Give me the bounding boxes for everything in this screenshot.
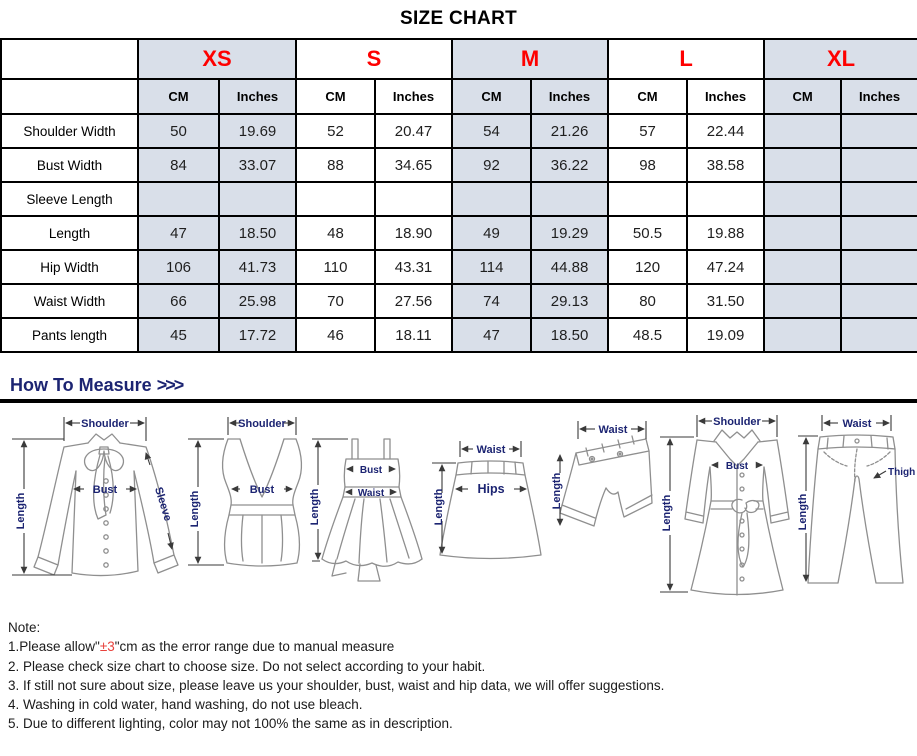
diagram-blouse <box>12 417 178 576</box>
value-cell <box>764 182 841 216</box>
value-cell: 25.98 <box>219 284 296 318</box>
unit-header-xl-cm: CM <box>764 79 841 114</box>
value-cell: 47 <box>452 318 531 352</box>
value-cell: 50.5 <box>608 216 687 250</box>
value-cell: 49 <box>452 216 531 250</box>
value-cell: 80 <box>608 284 687 318</box>
value-cell: 45 <box>138 318 219 352</box>
note-item-3: 3. If still not sure about size, please leave us your shoulder, bust, waist and hip data, we will offer suggestions. <box>8 677 665 693</box>
tank-shoulder-label: Shoulder <box>238 418 286 430</box>
value-cell: 47 <box>138 216 219 250</box>
value-cell <box>138 182 219 216</box>
unit-header-m-cm: CM <box>452 79 531 114</box>
unit-header-m-inches: Inches <box>531 79 608 114</box>
note-item-5: 5. Due to different lighting, color may not 100% the same as in description. <box>8 716 453 732</box>
value-cell: 120 <box>608 250 687 284</box>
pants-waist-label: Waist <box>842 418 872 430</box>
table-row <box>1 148 917 182</box>
unit-header-xs-inches: Inches <box>219 79 296 114</box>
shorts-waist-label: Waist <box>598 424 628 436</box>
diagram-dress <box>309 439 422 581</box>
value-cell <box>375 182 452 216</box>
row-label: Length <box>1 216 138 250</box>
size-header-m: M <box>452 39 608 79</box>
value-cell: 38.58 <box>687 148 764 182</box>
size-header-row <box>1 39 917 79</box>
table-row <box>1 114 917 148</box>
value-cell <box>841 284 917 318</box>
value-cell <box>841 182 917 216</box>
table-row <box>1 216 917 250</box>
chevrons-icon: >>> <box>156 375 183 395</box>
value-cell: 114 <box>452 250 531 284</box>
corner-cell-bottom <box>1 79 138 114</box>
notes-section <box>8 618 917 734</box>
blouse-bust-label: Bust <box>92 484 118 496</box>
table-row <box>1 250 917 284</box>
value-cell: 19.09 <box>687 318 764 352</box>
unit-header-row <box>1 79 917 114</box>
value-cell: 33.07 <box>219 148 296 182</box>
note1-tolerance-value: ±3 <box>99 639 115 655</box>
diagram-shorts <box>551 421 652 526</box>
coat-shoulder-label: Shoulder <box>713 416 761 428</box>
row-label: Hip Width <box>1 250 138 284</box>
value-cell <box>841 148 917 182</box>
value-cell: 18.50 <box>219 216 296 250</box>
value-cell: 19.29 <box>531 216 608 250</box>
note-item-2: 2. Please check size chart to choose size. Do not select according to your habit. <box>8 658 486 674</box>
value-cell: 19.69 <box>219 114 296 148</box>
table-row <box>1 284 917 318</box>
value-cell: 46 <box>296 318 375 352</box>
value-cell: 110 <box>296 250 375 284</box>
value-cell: 92 <box>452 148 531 182</box>
value-cell: 57 <box>608 114 687 148</box>
pants-thigh-label: Thigh <box>888 467 916 478</box>
unit-header-s-cm: CM <box>296 79 375 114</box>
value-cell: 17.72 <box>219 318 296 352</box>
note-item-1 <box>8 637 917 656</box>
corner-cell-top <box>1 39 138 79</box>
size-header-s: S <box>296 39 452 79</box>
unit-header-xl-inches: Inches <box>841 79 917 114</box>
value-cell <box>841 216 917 250</box>
value-cell <box>764 250 841 284</box>
row-label: Waist Width <box>1 284 138 318</box>
value-cell: 41.73 <box>219 250 296 284</box>
value-cell <box>296 182 375 216</box>
value-cell: 29.13 <box>531 284 608 318</box>
unit-header-xs-cm: CM <box>138 79 219 114</box>
diagram-skirt <box>432 441 541 559</box>
pants-length-label: Length <box>797 493 809 531</box>
value-cell <box>764 318 841 352</box>
how-to-measure-text: How To Measure <box>10 375 152 395</box>
value-cell: 54 <box>452 114 531 148</box>
measure-diagrams <box>0 409 917 607</box>
value-cell <box>841 250 917 284</box>
row-label: Shoulder Width <box>1 114 138 148</box>
value-cell <box>841 114 917 148</box>
page-title: SIZE CHART <box>400 8 517 29</box>
how-to-measure-heading <box>10 375 917 396</box>
note1-suffix: "cm as the error range due to manual measure <box>114 639 395 655</box>
value-cell <box>841 318 917 352</box>
value-cell: 20.47 <box>375 114 452 148</box>
value-cell: 47.24 <box>687 250 764 284</box>
value-cell: 18.11 <box>375 318 452 352</box>
unit-header-l-inches: Inches <box>687 79 764 114</box>
blouse-length-label: Length <box>15 492 27 530</box>
dress-waist-label: Waist <box>357 488 385 499</box>
value-cell: 18.50 <box>531 318 608 352</box>
skirt-length-label: Length <box>433 488 445 526</box>
dress-bust-label: Bust <box>359 465 383 476</box>
value-cell: 36.22 <box>531 148 608 182</box>
value-cell <box>764 148 841 182</box>
size-header-xs: XS <box>138 39 296 79</box>
value-cell: 21.26 <box>531 114 608 148</box>
value-cell <box>531 182 608 216</box>
row-label: Sleeve Length <box>1 182 138 216</box>
tank-length-label: Length <box>189 490 201 528</box>
unit-header-s-inches: Inches <box>375 79 452 114</box>
value-cell: 27.56 <box>375 284 452 318</box>
note1-prefix: 1.Please allow" <box>8 639 100 655</box>
value-cell: 31.50 <box>687 284 764 318</box>
value-cell: 22.44 <box>687 114 764 148</box>
size-header-xl: XL <box>764 39 917 79</box>
unit-header-l-cm: CM <box>608 79 687 114</box>
value-cell <box>764 114 841 148</box>
value-cell: 88 <box>296 148 375 182</box>
divider-line <box>0 399 917 403</box>
value-cell <box>608 182 687 216</box>
coat-bust-label: Bust <box>725 461 749 472</box>
value-cell <box>764 216 841 250</box>
value-cell <box>764 284 841 318</box>
value-cell <box>219 182 296 216</box>
value-cell: 106 <box>138 250 219 284</box>
size-chart-table <box>0 38 917 353</box>
value-cell: 50 <box>138 114 219 148</box>
table-row <box>1 182 917 216</box>
value-cell: 18.90 <box>375 216 452 250</box>
value-cell: 34.65 <box>375 148 452 182</box>
size-header-l: L <box>608 39 764 79</box>
value-cell: 43.31 <box>375 250 452 284</box>
row-label: Bust Width <box>1 148 138 182</box>
value-cell: 84 <box>138 148 219 182</box>
skirt-waist-label: Waist <box>476 444 506 456</box>
note-item-4: 4. Washing in cold water, hand washing, do not use bleach. <box>8 697 363 713</box>
diagram-pants <box>797 415 915 583</box>
value-cell <box>452 182 531 216</box>
table-row <box>1 318 917 352</box>
blouse-shoulder-label: Shoulder <box>81 418 129 430</box>
blouse-sleeve-label: Sleeve <box>152 485 174 523</box>
shorts-length-label: Length <box>551 472 563 510</box>
dress-length-label: Length <box>309 488 321 526</box>
value-cell: 44.88 <box>531 250 608 284</box>
value-cell: 48.5 <box>608 318 687 352</box>
coat-length-label: Length <box>661 494 673 532</box>
tank-bust-label: Bust <box>249 484 275 496</box>
diagram-coat <box>660 415 789 595</box>
value-cell <box>687 182 764 216</box>
notes-heading: Note: <box>8 620 41 635</box>
value-cell: 66 <box>138 284 219 318</box>
value-cell: 70 <box>296 284 375 318</box>
value-cell: 74 <box>452 284 531 318</box>
value-cell: 98 <box>608 148 687 182</box>
skirt-hips-label: Hips <box>477 482 505 496</box>
value-cell: 19.88 <box>687 216 764 250</box>
value-cell: 52 <box>296 114 375 148</box>
diagram-tank-top <box>188 417 302 566</box>
value-cell: 48 <box>296 216 375 250</box>
row-label: Pants length <box>1 318 138 352</box>
